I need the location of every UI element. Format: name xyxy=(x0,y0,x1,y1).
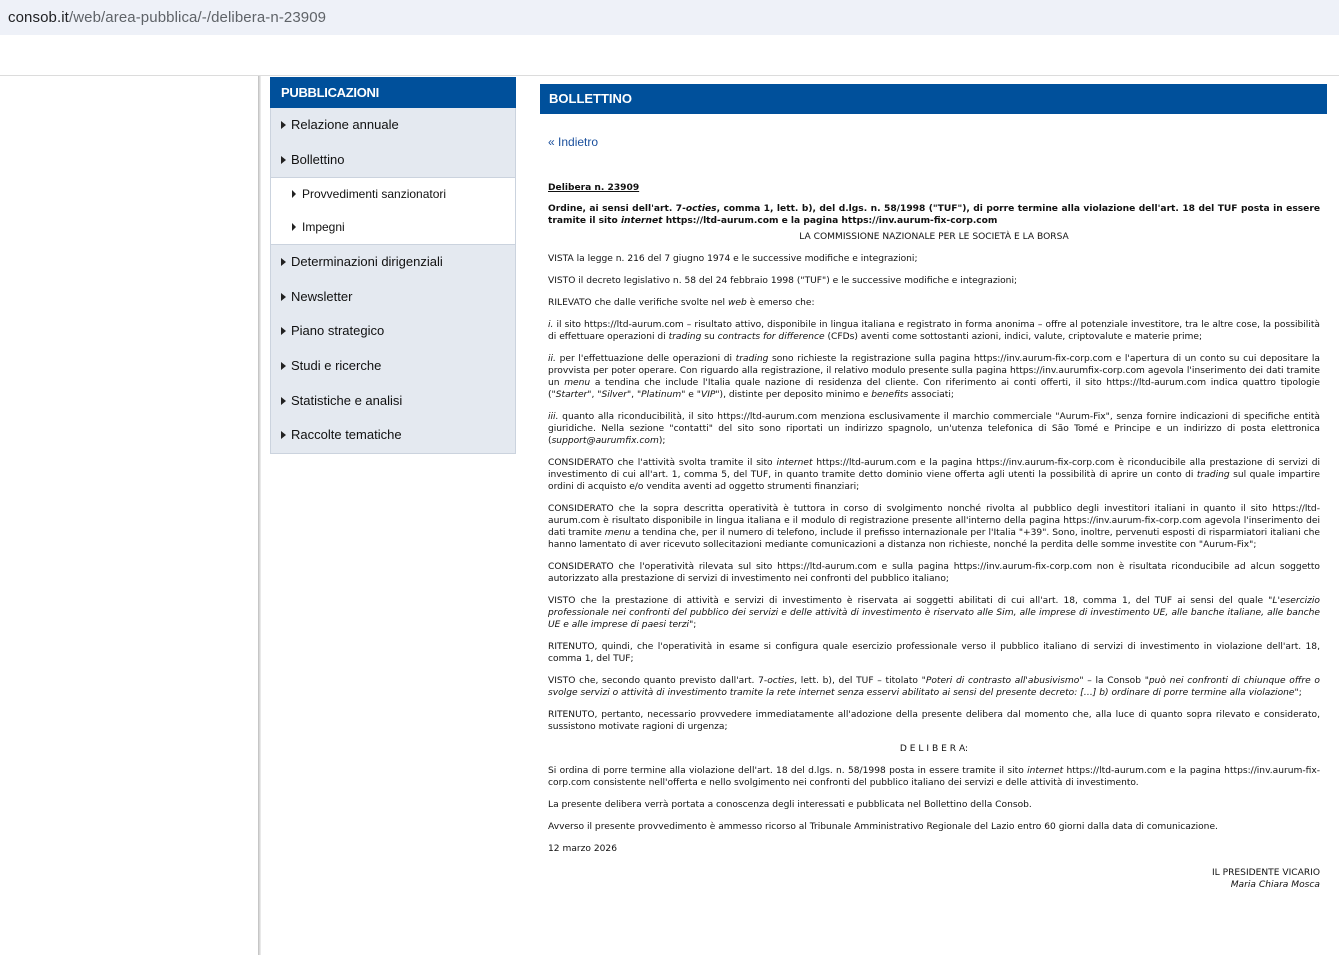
paragraph-visto-art18: VISTO che la prestazione di attività e servizi di investimento è riservata ai soggetti abilitati di cui all'art. 18, comma 1, del TUF ai sensi del quale "L'esercizio professionale nei confronti del pubblico dei servizi e delle attività di investimento è riservato alle Sim, alle imprese di investimento UE, alle banche italiane, alle banche UE e alle imprese di paesi terzi"; xyxy=(548,596,1320,630)
paragraph-visto-7octies: VISTO che, secondo quanto previsto dall'art. 7-octies, lett. b), del TUF – titolato "Poteri di contrasto all'abusivismo" – la Consob "può nei confronti di chiunque offre o svolge servizi o attività di investimento tramite la rete internet senza esservi abilitato ai sensi del presente decreto: […] b) ordinare di porre termine alla violazione"; xyxy=(548,676,1320,698)
sidebar-item-label: Determinazioni dirigenziali xyxy=(291,254,443,270)
paragraph-considerato-1: CONSIDERATO che l'attività svolta tramite il sito internet https://ltd-aurum.com e la pagina https://inv.aurum-fix-corp.com è riconducibile alla prestazione di servizi di investimento di cui all'art. 1, comma 5, del TUF, in quanto tramite detto dominio viene offerta agli utenti la possibilità di aprire un conto di trading sul quale impartire ordini di acquisto e/o vendita aventi ad oggetto strumenti finanziari; xyxy=(548,458,1320,492)
sidebar-menu xyxy=(270,108,516,454)
paragraph-considerato-3: CONSIDERATO che l'operatività rilevata sul sito https://ltd-aurum.com e sulla pagina https://inv.aurum-fix-corp.com non è risultata riconducibile ad alcun soggetto autorizzato alla prestazione di servizi di investimento nei confronti del pubblico italiano; xyxy=(548,562,1320,584)
sidebar-item-determinazioni-dirigenziali[interactable] xyxy=(271,245,515,280)
caret-right-icon xyxy=(281,156,286,164)
paragraph-ricorso: Avverso il presente provvedimento è ammesso ricorso al Tribunale Amministrativo Regionale del Lazio entro 60 giorni dalla data di comunicazione. xyxy=(548,822,1218,832)
caret-right-icon xyxy=(292,190,296,198)
signature-block xyxy=(548,867,1320,891)
caret-right-icon xyxy=(281,293,286,301)
page-title: BOLLETTINO xyxy=(540,84,1327,114)
document-date: 12 marzo 2026 xyxy=(548,844,618,854)
caret-right-icon xyxy=(281,431,286,439)
paragraph-vista-legge: VISTA la legge n. 216 del 7 giugno 1974 e le successive modifiche e integrazioni; xyxy=(548,254,918,264)
page-left-shadow xyxy=(258,76,261,955)
caret-right-icon xyxy=(281,362,286,370)
paragraph-visto-decreto: VISTO il decreto legislativo n. 58 del 24 febbraio 1998 ("TUF") e le successive modifiche e integrazioni; xyxy=(548,276,1018,286)
sidebar-item-statistiche-e-analisi[interactable] xyxy=(271,384,515,419)
sidebar-item-label: Statistiche e analisi xyxy=(291,392,403,408)
sidebar-item-raccolte-tematiche[interactable] xyxy=(271,418,515,453)
sidebar-subitem-label: Provvedimenti sanzionatori xyxy=(302,187,447,202)
paragraph-considerato-2: CONSIDERATO che la sopra descritta operatività è tuttora in corso di svolgimento nonché rivolta al pubblico degli investitori italiani in quanto il sito https://ltd-aurum.com è risultato disponibile in lingua italiana e il modulo di registrazione presente all'interno della pagina https://inv.aurum-fix-corp.com agevola l'inserimento dei dati tramite menu a tendina che, per il numero di telefono, include il prefisso internazionale per l'Italia "+39". Sono, inoltre, pervenuti esposti di risparmiatori italiani che hanno lamentato di aver ricevuto sollecitazioni mediante comunicazioni a distanza non richieste, nonché la perdita delle somme investite con "Aurum-Fix"; xyxy=(548,504,1321,550)
sidebar-item-label: Piano strategico xyxy=(291,323,385,339)
paragraph-rilevato: RILEVATO che dalle verifiche svolte nel web è emerso che: xyxy=(548,298,815,308)
signature-name: Maria Chiara Mosca xyxy=(1230,880,1320,890)
paragraph-ordina: Si ordina di porre termine alla violazione dell'art. 18 del d.lgs. n. 58/1998 posta in essere tramite il sito internet https://ltd-aurum.com e la pagina https://inv.aurum-fix-corp.com consistente nell'offerta e nello svolgimento nei confronti del pubblico italiano dei servizi e delle attività di investimento. xyxy=(548,766,1321,788)
url-text[interactable] xyxy=(8,9,326,26)
url-host: consob.it xyxy=(8,9,69,26)
sidebar xyxy=(270,77,516,454)
sidebar-item-label: Relazione annuale xyxy=(291,117,399,132)
caret-right-icon xyxy=(281,121,286,129)
caret-right-icon xyxy=(281,327,286,335)
sidebar-item-bollettino[interactable] xyxy=(271,143,515,178)
sidebar-submenu-bollettino xyxy=(271,177,515,245)
back-link[interactable]: « Indietro xyxy=(548,135,599,149)
delibera-heading: D E L I B E R A: xyxy=(899,744,969,754)
sidebar-item-label: Bollettino xyxy=(291,151,345,167)
paragraph-point-ii: ii. per l'effettuazione delle operazioni di trading sono richieste la registrazione sulla pagina https://inv.aurum-fix-corp.com e l'apertura di un conto su cui depositare la provvista per poter operare. Con riguardo alla registrazione, il relativo modulo presente sulla pagina https://inv.aurumfix-corp.com agevola l'inserimento dei dati tramite un menu a tendina che include l'Italia quale nazione di residenza del cliente. Con riferimento ai conti offerti, il sito https://ltd-aurum.com indica quattro tipologie ("Starter", "Silver", "Platinum" e "VIP"), distinte per deposito minimo e benefits associati; xyxy=(548,354,1320,400)
caret-right-icon xyxy=(281,397,286,405)
sidebar-title: PUBBLICAZIONI xyxy=(270,77,516,108)
paragraph-ritenuto-1: RITENUTO, quindi, che l'operatività in esame si configura quale esercizio professionale verso il pubblico italiano di servizi di investimento in violazione dell'art. 18, comma 1, del TUF; xyxy=(548,642,1320,664)
sidebar-item-label: Studi e ricerche xyxy=(291,357,382,373)
paragraph-point-iii: iii. quanto alla riconducibilità, il sito https://ltd-aurum.com menziona esclusivamente il marchio commerciale "Aurum-Fix", senza fornire indicazioni di specifiche entità giuridiche. Nella sezione "contatti" del sito sono riportati un indirizzo spagnolo, un'utenza telefonica di São Tomé e Principe e un indirizzo di posta elettronica (support@aurumfix.com); xyxy=(548,412,1320,446)
sidebar-item-piano-strategico[interactable] xyxy=(271,314,515,349)
paragraph-point-i: i. il sito https://ltd-aurum.com – risultato attivo, disponibile in lingua italiana e registrato in forma anonima – offre al potenziale investitore, tra le altre cose, la possibilità di effettuare operazioni di trading su contracts for difference (CFDs) aventi come sottostanti azioni, indici, valute, criptovalute e materie prime; xyxy=(548,320,1320,342)
sidebar-item-label: Newsletter xyxy=(291,288,353,304)
sidebar-item-studi-e-ricerche[interactable] xyxy=(271,349,515,384)
paragraph-ritenuto-2: RITENUTO, pertanto, necessario provvedere immediatamente all'adozione della presente delibera dal momento che, alla luce di quanto sopra rilevato e considerato, sussistono motivate ragioni di urgenza; xyxy=(548,710,1320,732)
delibera-document xyxy=(548,182,1320,891)
ordine-title: Ordine, ai sensi dell'art. 7-octies, comma 1, lett. b), del d.lgs. n. 58/1998 ("TUF"), di porre termine alla violazione dell'art. 18 del TUF posta in essere tramite il sito internet https://ltd-aurum.com e la pagina https://inv.aurum-fix-corp.com xyxy=(548,204,1320,226)
sidebar-subitem-provvedimenti-sanzionatori[interactable] xyxy=(271,178,515,211)
sidebar-item-label: Raccolte tematiche xyxy=(291,427,402,443)
caret-right-icon xyxy=(292,223,296,231)
sidebar-item-relazione-annuale[interactable] xyxy=(271,108,515,143)
main-panel xyxy=(540,84,1327,114)
signature-title: IL PRESIDENTE VICARIO xyxy=(1211,868,1320,878)
sidebar-subitem-label: Impegni xyxy=(302,220,345,235)
commission-heading: LA COMMISSIONE NAZIONALE PER LE SOCIETÀ E LA BORSA xyxy=(799,232,1069,242)
delibera-number: Delibera n. 23909 xyxy=(548,183,640,193)
paragraph-pubblicazione: La presente delibera verrà portata a conoscenza degli interessati e pubblicata nel Bollettino della Consob. xyxy=(548,800,1032,810)
sidebar-subitem-impegni[interactable] xyxy=(271,211,515,244)
header-divider xyxy=(0,75,1339,76)
browser-address-bar[interactable] xyxy=(0,0,1339,35)
url-path: /web/area-pubblica/-/delibera-n-23909 xyxy=(68,9,327,26)
sidebar-item-newsletter[interactable] xyxy=(271,280,515,315)
caret-right-icon xyxy=(281,258,286,266)
